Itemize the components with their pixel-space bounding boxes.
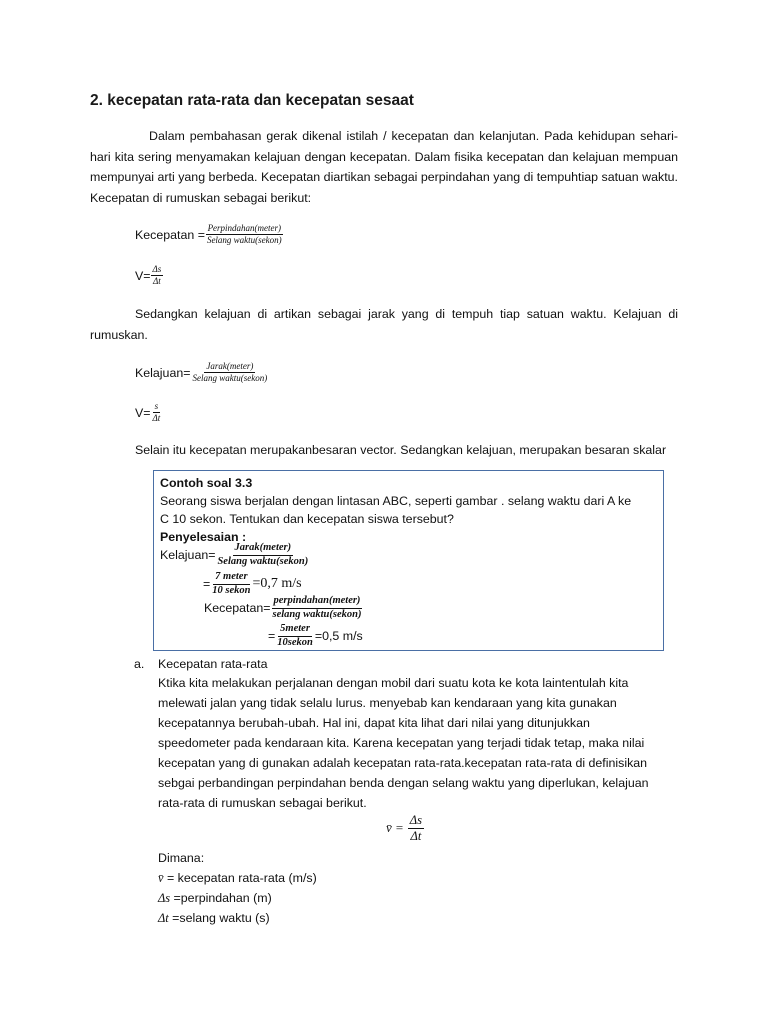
section-a-line-7: rata-rata di rumuskan sebagai berikut.: [158, 796, 367, 810]
formula-kelajuan-label: Kelajuan=: [135, 365, 191, 380]
example-kecepatan-result: =0,5 m/s: [314, 629, 363, 643]
example-kelajuan-formula: [160, 543, 310, 567]
formula-v1-label: V=: [135, 268, 151, 283]
formula-v2: [135, 402, 162, 423]
section-a-dimana: Dimana:: [158, 851, 205, 865]
example-question-line1: Seorang siswa berjalan dengan lintasan ABC, seperti gambar . selang waktu dari A ke: [160, 494, 632, 508]
example-kecepatan-value-numerator: 5meter: [278, 624, 312, 637]
example-kecepatan-eq: =: [268, 629, 276, 643]
section-a-formula-denominator: Δt: [410, 828, 422, 843]
formula-v2-denominator: Δt: [152, 413, 161, 423]
intro-text: Dalam pembahasan gerak dikenal istilah / kecepatan dan kelanjutan. Pada kehidupan sehari-hari kita sering menyamakan kelajuan dengan kecepatan. Dalam fisika kecepatan dan kelajuan mempuan mempunyai arti yang berbeda. Kecepatan diartikan sebagai perpindahan yang di tempuhtiap satuan waktu. Kecepatan di rumuskan sebagai berikut:: [90, 129, 678, 206]
example-kelajuan-fraction: [215, 543, 310, 567]
formula-v2-numerator: s: [154, 401, 159, 411]
section-a-formula-numerator: Δs: [409, 813, 422, 827]
example-kecepatan-value-denominator: 10sekon: [277, 636, 313, 648]
section-a-title: Kecepatan rata-rata: [158, 657, 268, 671]
formula-v2-label: V=: [135, 405, 151, 420]
intro-paragraph: [90, 126, 678, 209]
example-kelajuan-numerator: Jarak(meter): [233, 543, 294, 556]
example-kecepatan-numerator: perpindahan(meter): [272, 596, 363, 609]
example-kelajuan-value-numerator: 7 meter: [213, 572, 249, 585]
section-a-formula-fraction: [408, 814, 424, 842]
definition-row: [158, 868, 317, 888]
section-a-line-3: kecepatannya berubah-ubah. Hal ini, dapat kita lihat dari nilai yang ditunjukkan: [158, 716, 590, 730]
section-a-formula-lhs: v̄ =: [386, 820, 404, 835]
section-a-line-1: Ktika kita melakukan perjalanan dengan mobil dari suatu kota ke kota laintentulah kita: [158, 676, 629, 690]
definition-text: =perpindahan (m): [170, 891, 272, 905]
definition-row: [158, 888, 272, 908]
formula-kelajuan-numerator: Jarak(meter): [206, 361, 254, 371]
section-a-line-2: melewati jalan yang tidak selalu lurus. menyebab kan kendaraan yang kita gunakan: [158, 696, 617, 710]
definition-text: =selang waktu (s): [168, 911, 270, 925]
kelajuan-paragraph: [90, 304, 678, 345]
definition-row: [158, 908, 270, 928]
example-kecepatan-formula: [204, 596, 363, 620]
section-a-marker: a.: [134, 657, 145, 671]
formula-kecepatan-numerator: Perpindahan(meter): [207, 223, 282, 233]
example-kecepatan-label: Kecepatan=: [204, 601, 271, 615]
definition-symbol: Δt: [158, 911, 169, 925]
formula-kelajuan: [135, 362, 269, 383]
formula-kelajuan-fraction: [190, 362, 269, 383]
formula-v2-fraction: [151, 402, 163, 423]
kelajuan-text: Sedangkan kelajuan di artikan sebagai jarak yang di tempuh tiap satuan waktu. Kelajuan di rumuskan.: [90, 307, 678, 342]
example-kelajuan-value: [203, 572, 302, 596]
example-title: Contoh soal 3.3: [160, 476, 253, 490]
formula-kecepatan-denominator: Selang waktu(sekon): [206, 235, 282, 245]
formula-v1-fraction: [151, 265, 164, 286]
formula-v1-numerator: Δs: [152, 264, 162, 274]
section-heading: 2. kecepatan rata-rata dan kecepatan sesaat: [90, 92, 414, 109]
example-kelajuan-label: Kelajuan=: [160, 548, 216, 562]
definition-text: = kecepatan rata-rata (m/s): [163, 871, 317, 885]
definition-symbol: v̄: [158, 871, 164, 885]
example-kecepatan-value-fraction: [275, 624, 315, 648]
section-a-line-5: kecepatan yang di gunakan adalah kecepatan rata-rata.kecepatan rata-rata di definisikan: [158, 756, 648, 770]
example-kelajuan-value-fraction: [210, 572, 252, 596]
example-kelajuan-value-denominator: 10 sekon: [212, 584, 251, 596]
example-kecepatan-fraction: [271, 596, 364, 620]
example-kelajuan-denominator: Selang waktu(sekon): [217, 555, 309, 567]
section-a-line-4: speedometer pada kendaraan kita. Karena kecepatan yang terjadi tidak tetap, maka nilai: [158, 736, 645, 750]
section-a-line-6: sebgai perbandingan perpindahan benda dengan selang waktu yang diperlukan, kelajuan: [158, 776, 649, 790]
formula-v1-denominator: Δt: [153, 276, 161, 286]
example-kecepatan-denominator: selang waktu(sekon): [272, 608, 362, 620]
section-a-formula: [386, 814, 424, 842]
example-solution-label: Penyelesaian :: [160, 530, 247, 544]
formula-kecepatan: [135, 224, 284, 245]
example-kelajuan-result: =0,7 m/s: [252, 576, 302, 591]
formula-kecepatan-label: Kecepatan =: [135, 227, 205, 242]
example-kecepatan-value: [268, 624, 363, 648]
vector-sentence: Selain itu kecepatan merupakanbesaran vector. Sedangkan kelajuan, merupakan besaran skalar: [135, 443, 667, 457]
formula-v1: [135, 265, 163, 286]
example-kelajuan-eq: =: [203, 577, 211, 591]
formula-kelajuan-denominator: Selang waktu(sekon): [192, 373, 268, 383]
definition-symbol: Δs: [158, 891, 171, 905]
formula-kecepatan-fraction: [205, 224, 284, 245]
example-question-line2: C 10 sekon. Tentukan dan kecepatan siswa tersebut?: [160, 512, 454, 526]
